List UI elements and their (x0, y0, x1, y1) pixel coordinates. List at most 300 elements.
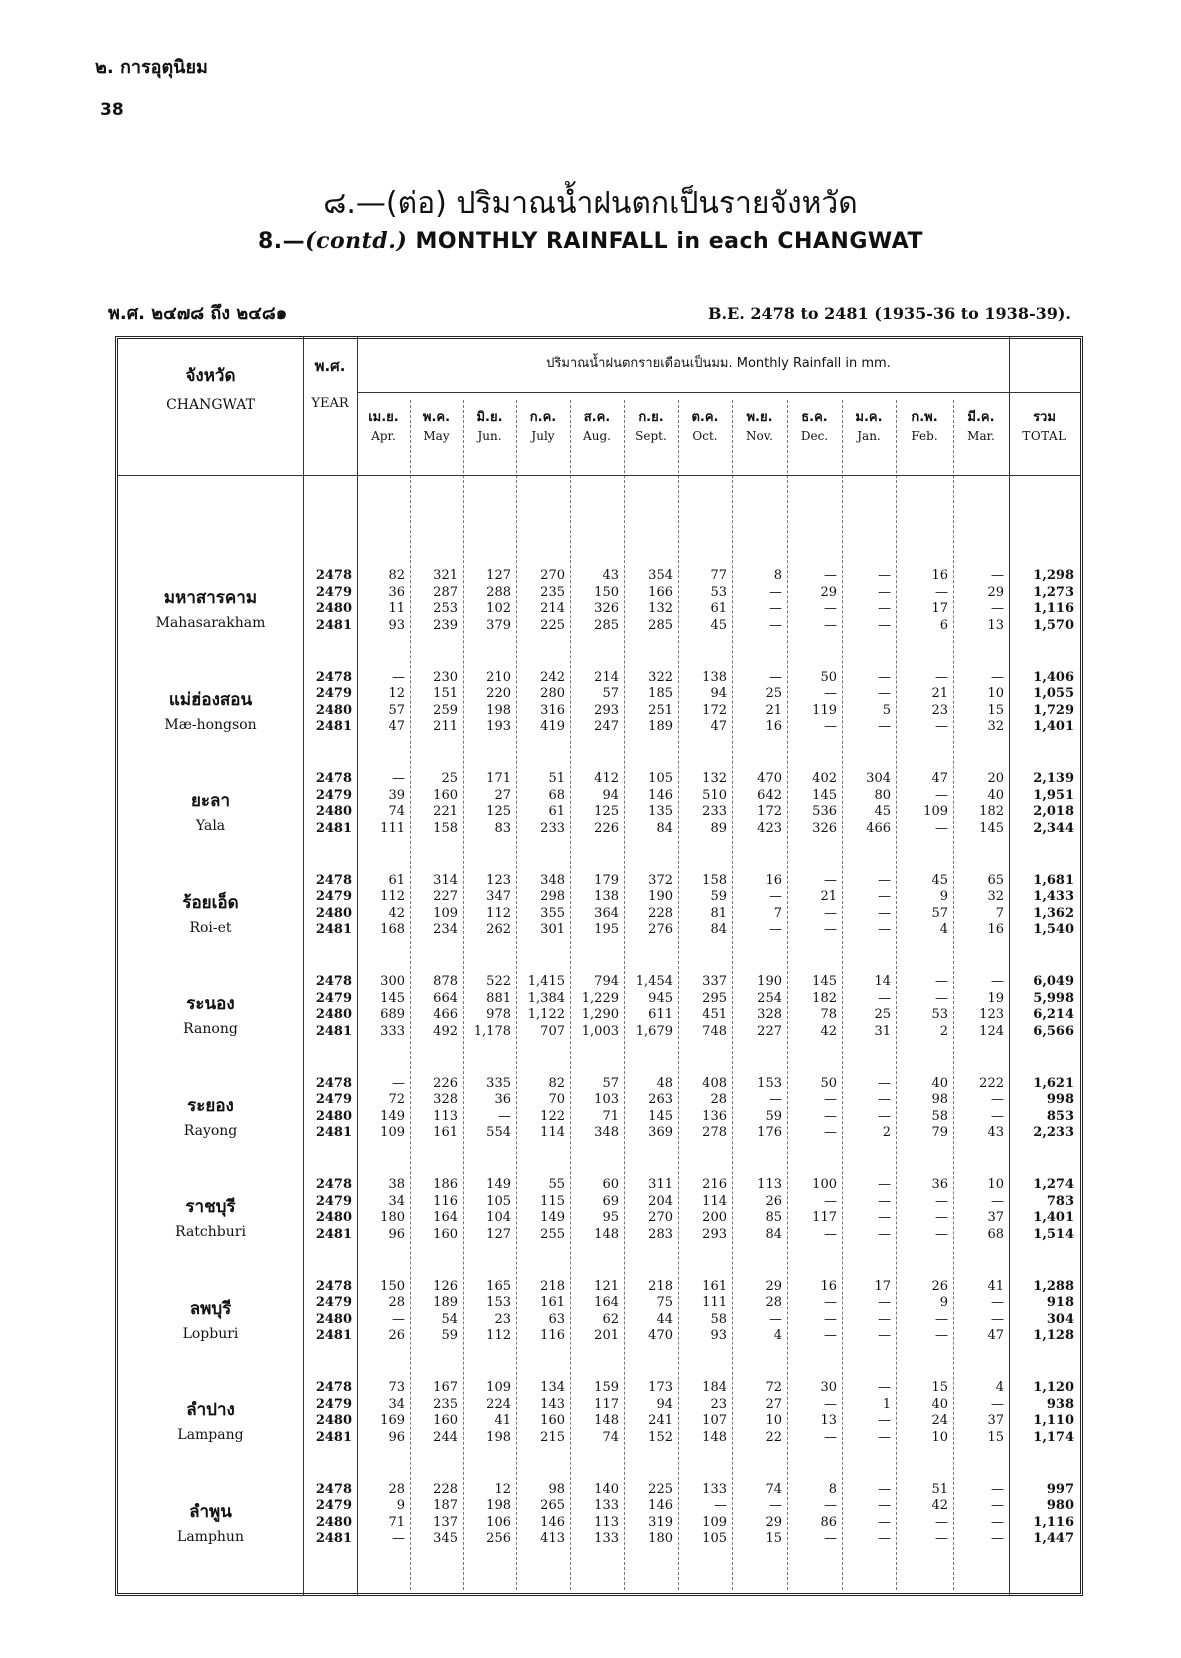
rainfall-cell: 26 (388, 1328, 405, 1343)
rainfall-cell: 1,122 (527, 1007, 565, 1022)
year-cell: 2480 (315, 1007, 352, 1022)
table-row (0, 1177, 1181, 1193)
rainfall-cell: 193 (486, 719, 511, 734)
header-changwat-thai: จังหวัด (185, 366, 236, 386)
rainfall-cell: — (769, 584, 782, 600)
table-row (0, 1109, 1181, 1125)
rainfall-cell: — (769, 1311, 782, 1327)
table-row (0, 601, 1181, 617)
table-row (0, 585, 1181, 601)
rainfall-cell: 81 (710, 905, 727, 921)
rainfall-cell: 93 (710, 1328, 727, 1343)
rainfall-cell: 148 (702, 1429, 727, 1445)
rainfall-cell: 210 (486, 669, 511, 685)
page-number: 38 (100, 100, 124, 120)
rainfall-cell: 10 (931, 1429, 948, 1445)
rainfall-cell: — (824, 1125, 837, 1140)
rainfall-cell: 300 (380, 974, 405, 989)
total-cell: 1,273 (1033, 584, 1074, 600)
rainfall-cell: 226 (594, 820, 619, 836)
rainfall-cell: 293 (594, 702, 619, 718)
table-row (0, 991, 1181, 1007)
table-row (0, 716, 1181, 735)
header-year-en: YEAR (311, 396, 349, 411)
rainfall-cell: 16 (987, 922, 1004, 937)
rainfall-cell: 77 (710, 568, 727, 583)
rainfall-cell: — (824, 601, 837, 616)
rainfall-cell: — (878, 1481, 891, 1497)
rainfall-cell: 113 (757, 1177, 782, 1192)
rainfall-cell: 198 (486, 702, 511, 718)
total-cell: 1,729 (1033, 702, 1074, 718)
rainfall-cell: 235 (540, 584, 565, 600)
year-cell: 2480 (315, 905, 352, 921)
rainfall-cell: 230 (433, 669, 458, 685)
rainfall-cell: 41 (494, 1413, 511, 1428)
rainfall-cell: 55 (548, 1177, 565, 1192)
rainfall-cell: — (935, 1531, 948, 1546)
rainfall-cell: 45 (710, 617, 727, 633)
rainfall-cell: 146 (648, 787, 673, 803)
province-name-thai: ระยอง (187, 1095, 234, 1116)
rainfall-cell: — (991, 1311, 1004, 1327)
rainfall-cell: 36 (388, 584, 405, 600)
rainfall-cell: 150 (594, 584, 619, 600)
period-english: B.E. 2478 to 2481 (1935-36 to 1938-39). (707, 304, 1071, 323)
rainfall-cell: — (392, 771, 405, 786)
header-year (303, 354, 357, 411)
rainfall-cell: 59 (441, 1328, 458, 1343)
total-cell: 1,681 (1033, 872, 1074, 888)
rainfall-cell: 47 (388, 719, 405, 734)
rainfall-cell: 179 (594, 872, 619, 888)
month-header-en: Sept. (635, 429, 667, 443)
rainfall-cell: — (878, 990, 891, 1006)
rainfall-cell: 34 (388, 1193, 405, 1209)
rainfall-cell: 10 (987, 1177, 1004, 1192)
rainfall-cell: 173 (648, 1380, 673, 1395)
rainfall-cell: 945 (648, 990, 673, 1006)
rainfall-cell: 51 (548, 771, 565, 786)
rainfall-cell: 148 (594, 1226, 619, 1242)
month-header (732, 406, 787, 443)
title-thai: ๘.—(ต่อ) ปริมาณน้ำฝนตกเป็นรายจังหวัด (323, 186, 858, 221)
rainfall-cell: 106 (486, 1514, 511, 1530)
rainfall-cell: 23 (710, 1396, 727, 1412)
rainfall-cell: 8 (828, 1481, 837, 1497)
rainfall-cell: 492 (433, 1023, 458, 1039)
rainfall-cell: 127 (486, 1226, 511, 1242)
rainfall-cell: 109 (486, 1380, 511, 1395)
rainfall-cell: 94 (710, 686, 727, 701)
rainfall-cell: 1,178 (473, 1023, 511, 1039)
year-cell: 2481 (315, 1125, 352, 1140)
rainfall-cell: 15 (765, 1531, 782, 1546)
rainfall-cell: 134 (540, 1380, 565, 1395)
rainfall-cell: 1,415 (527, 974, 565, 989)
rainfall-cell: 124 (979, 1023, 1004, 1039)
rainfall-cell: — (878, 686, 891, 701)
year-cell: 2479 (315, 889, 352, 904)
rainfall-cell: 82 (548, 1075, 565, 1091)
month-header-thai: ก.ค. (529, 410, 557, 425)
rainfall-cell: 466 (866, 820, 891, 836)
month-header-en: Mar. (967, 429, 995, 443)
rainfall-cell: 172 (757, 804, 782, 819)
rainfall-cell: 180 (380, 1210, 405, 1225)
rainfall-cell: 198 (486, 1429, 511, 1445)
rainfall-cell: 214 (594, 669, 619, 685)
rainfall-cell: 333 (380, 1023, 405, 1039)
rainfall-cell: 115 (540, 1193, 565, 1209)
rainfall-cell: 126 (433, 1278, 458, 1294)
rainfall-cell: 94 (656, 1396, 673, 1412)
total-cell: 1,401 (1033, 1210, 1074, 1225)
year-cell: 2478 (315, 1075, 352, 1091)
rainfall-cell: 7 (773, 905, 782, 921)
rainfall-cell: 102 (486, 601, 511, 616)
rainfall-cell: 137 (433, 1514, 458, 1530)
rainfall-cell: 105 (702, 1531, 727, 1546)
table-row (0, 1210, 1181, 1226)
rainfall-cell: 61 (710, 601, 727, 616)
rainfall-cell: — (878, 889, 891, 904)
rainfall-cell: — (935, 669, 948, 685)
month-header-en: May (423, 429, 450, 443)
total-cell: 1,433 (1033, 889, 1074, 904)
rainfall-cell: — (714, 1498, 727, 1513)
rainfall-cell: 36 (494, 1092, 511, 1107)
rainfall-cell: 57 (931, 905, 948, 921)
rainfall-cell: 28 (388, 1295, 405, 1310)
rainfall-cell: — (878, 584, 891, 600)
rainfall-cell: — (935, 719, 948, 734)
year-cell: 2481 (315, 1429, 352, 1445)
rainfall-cell: 522 (486, 974, 511, 989)
rainfall-cell: 748 (702, 1023, 727, 1039)
rainfall-cell: — (991, 974, 1004, 989)
rainfall-cell: 225 (648, 1481, 673, 1497)
rainfall-cell: — (769, 1498, 782, 1513)
rainfall-cell: 78 (820, 1007, 837, 1022)
rainfall-cell: 345 (433, 1531, 458, 1546)
rainfall-cell: 26 (931, 1278, 948, 1294)
rainfall-cell: — (878, 922, 891, 937)
rainfall-cell: 190 (648, 889, 673, 904)
year-cell: 2479 (315, 686, 352, 701)
province-name-en: Lampang (177, 1427, 244, 1443)
rainfall-cell: 63 (548, 1311, 565, 1327)
rainfall-cell: 116 (433, 1193, 458, 1209)
rainfall-cell: 57 (602, 1075, 619, 1091)
rainfall-cell: 61 (388, 872, 405, 888)
rainfall-cell: 161 (433, 1125, 458, 1140)
rainfall-cell: 149 (380, 1108, 405, 1124)
rainfall-cell: 96 (388, 1226, 405, 1242)
rainfall-cell: 328 (433, 1092, 458, 1107)
rainfall-cell: 1 (882, 1396, 891, 1412)
rainfall-cell: 25 (441, 771, 458, 786)
month-header (624, 406, 678, 443)
rainfall-cell: 25 (874, 1007, 891, 1022)
table-row (0, 1528, 1181, 1547)
year-cell: 2478 (315, 771, 352, 786)
rainfall-cell: — (878, 1092, 891, 1107)
total-cell: 1,401 (1033, 719, 1074, 734)
rainfall-cell: 298 (540, 889, 565, 904)
rainfall-cell: 259 (433, 702, 458, 718)
rainfall-cell: 40 (931, 1075, 948, 1091)
rainfall-cell: 347 (486, 889, 511, 904)
rainfall-cell: — (991, 1531, 1004, 1546)
rainfall-cell: 190 (757, 974, 782, 989)
rainfall-cell: 127 (486, 568, 511, 583)
rainfall-cell: 145 (380, 990, 405, 1006)
rainfall-cell: 28 (765, 1295, 782, 1310)
rainfall-cell: 62 (602, 1311, 619, 1327)
total-cell: 304 (1046, 1311, 1074, 1327)
month-header (787, 406, 842, 443)
year-cell: 2480 (315, 1210, 352, 1225)
rainfall-cell: 510 (702, 787, 727, 803)
rainfall-cell: 304 (866, 771, 891, 786)
rainfall-cell: 103 (594, 1092, 619, 1107)
rainfall-cell: 145 (812, 787, 837, 803)
rainfall-cell: 2 (882, 1125, 891, 1140)
rainfall-cell: — (824, 686, 837, 701)
rainfall-cell: 16 (765, 872, 782, 888)
rainfall-cell: — (824, 1092, 837, 1107)
rainfall-cell: 402 (812, 771, 837, 786)
table-row (0, 1227, 1181, 1243)
rainfall-cell: 75 (656, 1295, 673, 1310)
total-cell: 783 (1046, 1193, 1074, 1209)
rainfall-cell: 123 (979, 1007, 1004, 1022)
total-cell: 1,951 (1033, 787, 1074, 803)
table-row (0, 804, 1181, 820)
rainfall-cell: 74 (765, 1481, 782, 1497)
rainfall-cell: 326 (812, 820, 837, 836)
rainfall-cell: 168 (380, 922, 405, 937)
province-name-en: Ratchburi (175, 1224, 246, 1240)
rainfall-cell: 536 (812, 804, 837, 819)
year-cell: 2479 (315, 787, 352, 803)
rainfall-cell: 1,454 (635, 974, 673, 989)
rainfall-cell: 158 (702, 872, 727, 888)
rainfall-cell: 247 (594, 719, 619, 734)
total-cell: 1,621 (1033, 1075, 1074, 1091)
rainfall-cell: 38 (388, 1177, 405, 1192)
rainfall-cell: 105 (486, 1193, 511, 1209)
rainfall-cell: 111 (380, 820, 405, 836)
month-header-thai: พ.ค. (422, 410, 451, 425)
rainfall-cell: — (935, 1311, 948, 1327)
rainfall-cell: 160 (433, 787, 458, 803)
rainfall-cell: 82 (388, 568, 405, 583)
month-header (896, 406, 953, 443)
rainfall-cell: 204 (648, 1193, 673, 1209)
rainfall-cell: 140 (594, 1481, 619, 1497)
rainfall-cell: 1,384 (527, 990, 565, 1006)
table-row (0, 906, 1181, 922)
month-header-thai: ก.พ. (911, 410, 938, 425)
rainfall-cell: 98 (931, 1092, 948, 1107)
rainfall-cell: — (991, 601, 1004, 616)
title-en-contd: (contd.) (305, 228, 408, 254)
year-cell: 2478 (315, 1380, 352, 1395)
rainfall-cell: 133 (702, 1481, 727, 1497)
total-cell: 1,110 (1033, 1413, 1074, 1428)
rainfall-cell: 8 (773, 568, 782, 583)
province-name-en: Mahasarakham (155, 615, 266, 631)
month-header-thai: ก.ย. (638, 410, 664, 425)
rainfall-cell: 114 (702, 1193, 727, 1209)
total-cell: 6,049 (1033, 974, 1074, 989)
total-cell: 1,116 (1033, 1514, 1074, 1530)
year-cell: 2481 (315, 1226, 352, 1242)
rainfall-cell: 15 (931, 1380, 948, 1395)
table-row (0, 1122, 1181, 1141)
table-row (0, 974, 1181, 990)
rainfall-cell: 153 (486, 1295, 511, 1310)
total-cell: 5,998 (1033, 990, 1074, 1006)
rainfall-cell: 47 (710, 719, 727, 734)
total-cell: 1,447 (1033, 1531, 1074, 1546)
rainfall-cell: 153 (757, 1075, 782, 1091)
rainfall-cell: 554 (486, 1125, 511, 1140)
rainfall-cell: — (824, 568, 837, 583)
rainfall-cell: — (878, 1193, 891, 1209)
table-row (0, 1024, 1181, 1040)
rainfall-cell: — (878, 1413, 891, 1428)
rainfall-cell: 185 (648, 686, 673, 701)
rainfall-cell: 195 (594, 922, 619, 937)
rainfall-cell: — (878, 1226, 891, 1242)
total-cell: 1,128 (1033, 1328, 1074, 1343)
rainfall-cell: 11 (388, 601, 405, 616)
rainfall-cell: 182 (979, 804, 1004, 819)
rainfall-cell: — (991, 1396, 1004, 1412)
rainfall-cell: — (498, 1108, 511, 1124)
rainfall-cell: 180 (648, 1531, 673, 1546)
month-header (410, 406, 463, 443)
total-cell: 938 (1046, 1396, 1074, 1412)
rainfall-cell: 122 (540, 1108, 565, 1124)
rainfall-cell: 15 (987, 1429, 1004, 1445)
rainfall-cell: — (878, 1075, 891, 1091)
rainfall-cell: 171 (486, 771, 511, 786)
month-header (463, 406, 516, 443)
rainfall-cell: 96 (388, 1429, 405, 1445)
rainfall-cell: 21 (931, 686, 948, 701)
rainfall-cell: 4 (995, 1380, 1004, 1395)
rainfall-cell: — (878, 568, 891, 583)
month-header-thai: ธ.ค. (801, 410, 828, 425)
rainfall-cell: 1,229 (581, 990, 619, 1006)
rainfall-cell: 104 (486, 1210, 511, 1225)
year-cell: 2479 (315, 1092, 352, 1107)
rainfall-cell: — (824, 1498, 837, 1513)
rainfall-cell: 166 (648, 584, 673, 600)
year-cell: 2478 (315, 1278, 352, 1294)
table-row (0, 821, 1181, 837)
rainfall-cell: — (991, 568, 1004, 583)
rainfall-cell: 242 (540, 669, 565, 685)
rainfall-cell: — (991, 1092, 1004, 1107)
rainfall-cell: 72 (765, 1380, 782, 1395)
province-name-en: Roi-et (189, 919, 232, 936)
year-cell: 2480 (315, 601, 352, 616)
rainfall-cell: 60 (602, 1177, 619, 1192)
month-header (570, 406, 624, 443)
province-name-en: Lopburi (182, 1325, 239, 1342)
rainfall-cell: 466 (433, 1007, 458, 1022)
header-divider (118, 475, 1080, 476)
rainfall-cell: 100 (812, 1177, 837, 1192)
rainfall-cell: 6 (939, 617, 948, 633)
rainfall-cell: 43 (602, 568, 619, 583)
year-cell: 2479 (315, 584, 352, 600)
rainfall-cell: 372 (648, 872, 673, 888)
rainfall-cell: 112 (486, 905, 511, 921)
province-name-thai: มหาสารคาม (163, 588, 258, 608)
rainfall-cell: 16 (765, 719, 782, 734)
table-row (0, 1413, 1181, 1429)
rainfall-cell: 1,003 (581, 1023, 619, 1039)
rainfall-cell: 301 (540, 922, 565, 937)
month-header-en: Jun. (477, 429, 502, 443)
total-cell: 997 (1046, 1481, 1074, 1497)
year-cell: 2478 (315, 669, 352, 685)
header-rainfall-title: ปริมาณน้ำฝนตกรายเดือนเป็นมม. Monthly Rainfall in mm. (546, 356, 891, 371)
rainfall-cell: 13 (987, 617, 1004, 633)
rainfall-cell: 149 (540, 1210, 565, 1225)
rainfall-cell: 50 (820, 669, 837, 685)
header-divider (357, 392, 1080, 393)
rainfall-cell: 218 (540, 1278, 565, 1294)
rainfall-cell: 408 (702, 1075, 727, 1091)
rainfall-cell: 164 (433, 1210, 458, 1225)
rainfall-cell: 161 (702, 1278, 727, 1294)
rainfall-cell: — (824, 1429, 837, 1445)
rainfall-cell: 379 (486, 617, 511, 633)
total-cell: 980 (1046, 1498, 1074, 1513)
rainfall-cell: 72 (388, 1092, 405, 1107)
rainfall-cell: 74 (388, 804, 405, 819)
rainfall-cell: 9 (939, 1295, 948, 1310)
province-name-en: Ranong (183, 1021, 238, 1037)
total-cell: 1,120 (1033, 1380, 1074, 1395)
month-header-en: Feb. (911, 429, 938, 443)
rainfall-cell: 117 (812, 1210, 837, 1225)
rainfall-cell: 29 (987, 584, 1004, 600)
rainfall-cell: 241 (648, 1413, 673, 1428)
total-cell: 1,540 (1033, 922, 1074, 937)
table-row (0, 1498, 1181, 1514)
rainfall-cell: 109 (923, 804, 948, 819)
rainfall-cell: 328 (757, 1007, 782, 1022)
rainfall-cell: 17 (931, 601, 948, 616)
rainfall-cell: 287 (433, 584, 458, 600)
rainfall-cell: 47 (987, 1328, 1004, 1343)
rainfall-cell: 84 (710, 922, 727, 937)
table-row (0, 889, 1181, 905)
rainfall-cell: 226 (433, 1075, 458, 1091)
rainfall-cell: 68 (987, 1226, 1004, 1242)
rainfall-cell: 419 (540, 719, 565, 734)
province-name-thai: ลำปาง (186, 1400, 235, 1420)
table-row (0, 1076, 1181, 1092)
